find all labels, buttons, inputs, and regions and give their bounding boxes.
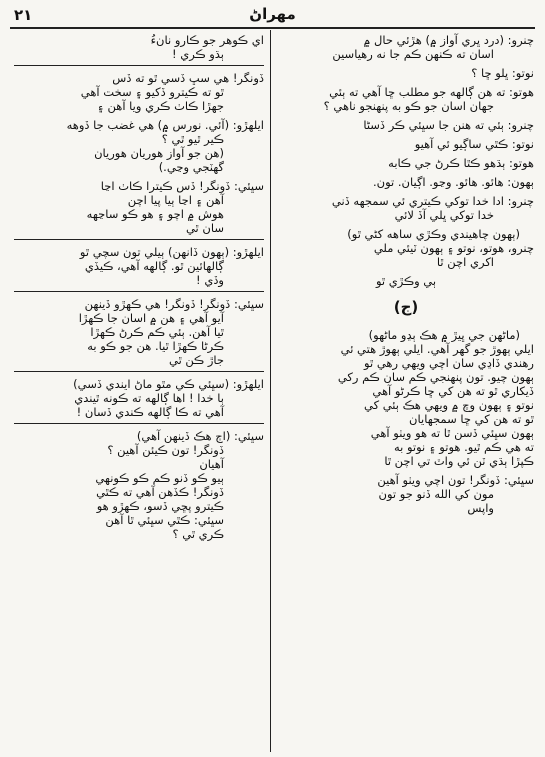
dialogue-line: هوتو: ٻڌهو ڪٿا ڪرڻ جي ڪابه: [388, 156, 534, 170]
dialogue-line: ايلهڙو: (سڀئي ڪي مٿو ماڻ ايندي ڏسي): [73, 377, 264, 391]
dialogue-line: سان ٿي: [185, 221, 224, 235]
dialogue-line: نوتو: ڀلو ڇا ؟: [471, 66, 534, 80]
right-column: [278, 33, 534, 515]
dialogue-line: آيو آهي ۽ هن ۾ اسان جا ڪهڙا: [78, 311, 224, 325]
dialogue-line: ڳالهائين ٿو. ڳالهه آهي، ڪيڏي: [84, 259, 224, 273]
dialogue-line: ٻڌو ڪري !: [171, 47, 224, 61]
scene-heading: (ج): [393, 298, 419, 316]
stage-direction: ٻي وڪڙي ٿو: [375, 274, 437, 288]
dialogue-line: سڀئي: (اڄ هڪ ڏينهن آهي): [136, 429, 264, 443]
dialogue-line: ايلهڙو: (آئي. نورس ۾) هي غضب جا ڏوهه: [66, 118, 264, 132]
dialogue-line: چنرو، هوتو، نوتو ۽ ٻهون ٽيئي ملي: [373, 241, 534, 255]
section-rule: [14, 65, 264, 66]
stage-direction: (ٻهون چاهيندي وڪڙي ساهه کڻي ٿو): [347, 227, 520, 241]
dialogue-line: ڪرڻا ڪهڙا ٿيا. هن جو ڪو به: [87, 339, 224, 353]
dialogue-line: جهان اسان جو ڪو به پنهنجو ناهي ؟: [323, 99, 494, 113]
stage-direction: ڏيکاري ٿو ته هن کي ڇا ڪرڻو آهي: [372, 384, 534, 398]
dialogue-line: ٻا خدا ! اها ڳالهه ته ڪونه ٿيندي: [74, 391, 224, 405]
page-number: ٢١: [14, 6, 33, 24]
dialogue-line: ڏونگر! ڪڏهن آهي ته ڪٿي: [96, 485, 224, 499]
dialogue-line: ٿو ته ڪيترو ڏکيو ۽ سخت آهي: [80, 85, 224, 99]
dialogue-line: خدا توکي ڀلي آڏ لائي: [394, 208, 494, 222]
dialogue-line: آهي ته ڪا ڳالهه ڪندي ڏسان !: [76, 405, 224, 419]
dialogue-line: ٿيا آهن. ٻئي ڪم ڪرڻ ڪهڙا: [90, 325, 224, 339]
dialogue-line: اسان ته ڪنهن ڪم جا نه رهياسين: [332, 47, 494, 61]
dialogue-line: ڪري ٿي ؟: [172, 527, 224, 541]
dialogue-line: ٻهون: هائو. هائو. وڃو. اڳيان. تون.: [372, 175, 534, 189]
dialogue-line: چنرو: (درد ڀري آواز ۾) هڙئي حال ۾: [363, 33, 534, 47]
dialogue-line: چنرو: ٻئي ته هنن جا سڀئي ڪر ڏسڻا: [363, 118, 534, 132]
dialogue-line: اکري اچن ٿا: [436, 255, 494, 269]
stage-direction: (ماڻهن جي ڀيڙ ۾ هڪ ٻڍو ماڻهو): [368, 328, 520, 342]
left-column: [14, 33, 264, 541]
dialogue-line: ٻيو ڪو ڏنو ڪم ڪو ڪونهي: [95, 471, 224, 485]
dialogue-line: اي ڪوهر جو ڪارو نانءُ: [150, 33, 264, 47]
header-rule: [10, 27, 535, 29]
page-header: [12, 4, 533, 26]
column-divider: [270, 30, 271, 752]
dialogue-line: چنرو: ادا خدا توکي ڪيتري ئي سمجهه ڏني: [331, 194, 534, 208]
dialogue-line: هوتو: ته هن ڳالهه جو مطلب ڇا آهي ته ٻئي: [329, 85, 534, 99]
dialogue-line: ڪير ٿيو ٿي ؟: [161, 132, 224, 146]
dialogue-line: سڀئي: ڏونگر! ڏس ڪيترا ڪاٺ اڃا: [100, 179, 264, 193]
section-rule: [14, 239, 264, 240]
stage-direction: گهٽجي وڃي.): [158, 160, 224, 174]
dialogue-line: هوش ۾ اچو ۽ هو ڪو ساڃهه: [86, 207, 224, 221]
dialogue-line: ڏونگر! تون ڪيئن آهين ؟: [107, 443, 224, 457]
dialogue-line: آهيان: [199, 457, 224, 471]
dialogue-line: ڏونگر! هي سڀ ڏسي ٿو ته ڏس: [112, 71, 264, 85]
stage-direction: (هن جو آواز هوريان هوريان: [94, 146, 224, 160]
dialogue-line: آهن ۽ اڃا ٻيا پيا اچن: [127, 193, 224, 207]
dialogue-line: وڏي !: [196, 273, 224, 287]
stage-direction: ٻهون چيو. تون پنهنجي ڪم سان ڪم رکي: [337, 370, 534, 384]
dialogue-line: مون کي الله ڏنو جو تون: [378, 487, 494, 501]
dialogue-line: جاڙ ڪن ٿي: [168, 353, 224, 367]
section-rule: [14, 423, 264, 424]
dialogue-line: واپس: [467, 501, 494, 515]
dialogue-line: جهڙا ڪاٺ ڪري ويا آهن ۽: [97, 99, 224, 113]
stage-direction: ايلي ٻهوڙ جو گهر آهي. ايلي ٻهوڙ هتي ئي: [340, 342, 534, 356]
stage-direction: ڪپڙا ٻڌي ٽن ئي واٽ تي اچن ٿا: [384, 454, 534, 468]
dialogue-line: نوتو: ڪٿي ساڳيو ئي آهيو: [414, 137, 534, 151]
dialogue-line: سڀئي: ڏونگر! تون اچي ويٺو آهين: [377, 473, 534, 487]
section-rule: [14, 291, 264, 292]
stage-direction: نوتو ۽ ٻهون وچ ۾ ويهي هڪ ٻئي کي: [363, 398, 534, 412]
section-rule: [14, 371, 264, 372]
stage-direction: ٻهون سڀئي ڏسن ٿا ته هو ويٺو آهي: [370, 426, 534, 440]
running-title: مهراڻ: [249, 5, 296, 23]
stage-direction: رهندي ڏاڍي سان اچي ويهي رهي ٿو: [364, 356, 534, 370]
dialogue-line: ڪيترو پڇي ڏسو، ڪهڙو هو: [96, 499, 224, 513]
dialogue-line: سڀئي: ڪٿي سڀئي ٿا آهن: [105, 513, 224, 527]
dialogue-line: ايلهڙو: (ٻهون ڏانهن) ٻيلي تون سچي ٿو: [79, 245, 264, 259]
stage-direction: ٿو ته هن کي ڇا سمجهايان: [409, 412, 534, 426]
stage-direction: ته هي ڪم ٿيو. هوتو ۽ نوتو به: [393, 440, 534, 454]
dialogue-line: سڀئي: ڏونگر! ڏونگر! هي ڪهڙو ڏينهن: [84, 297, 264, 311]
